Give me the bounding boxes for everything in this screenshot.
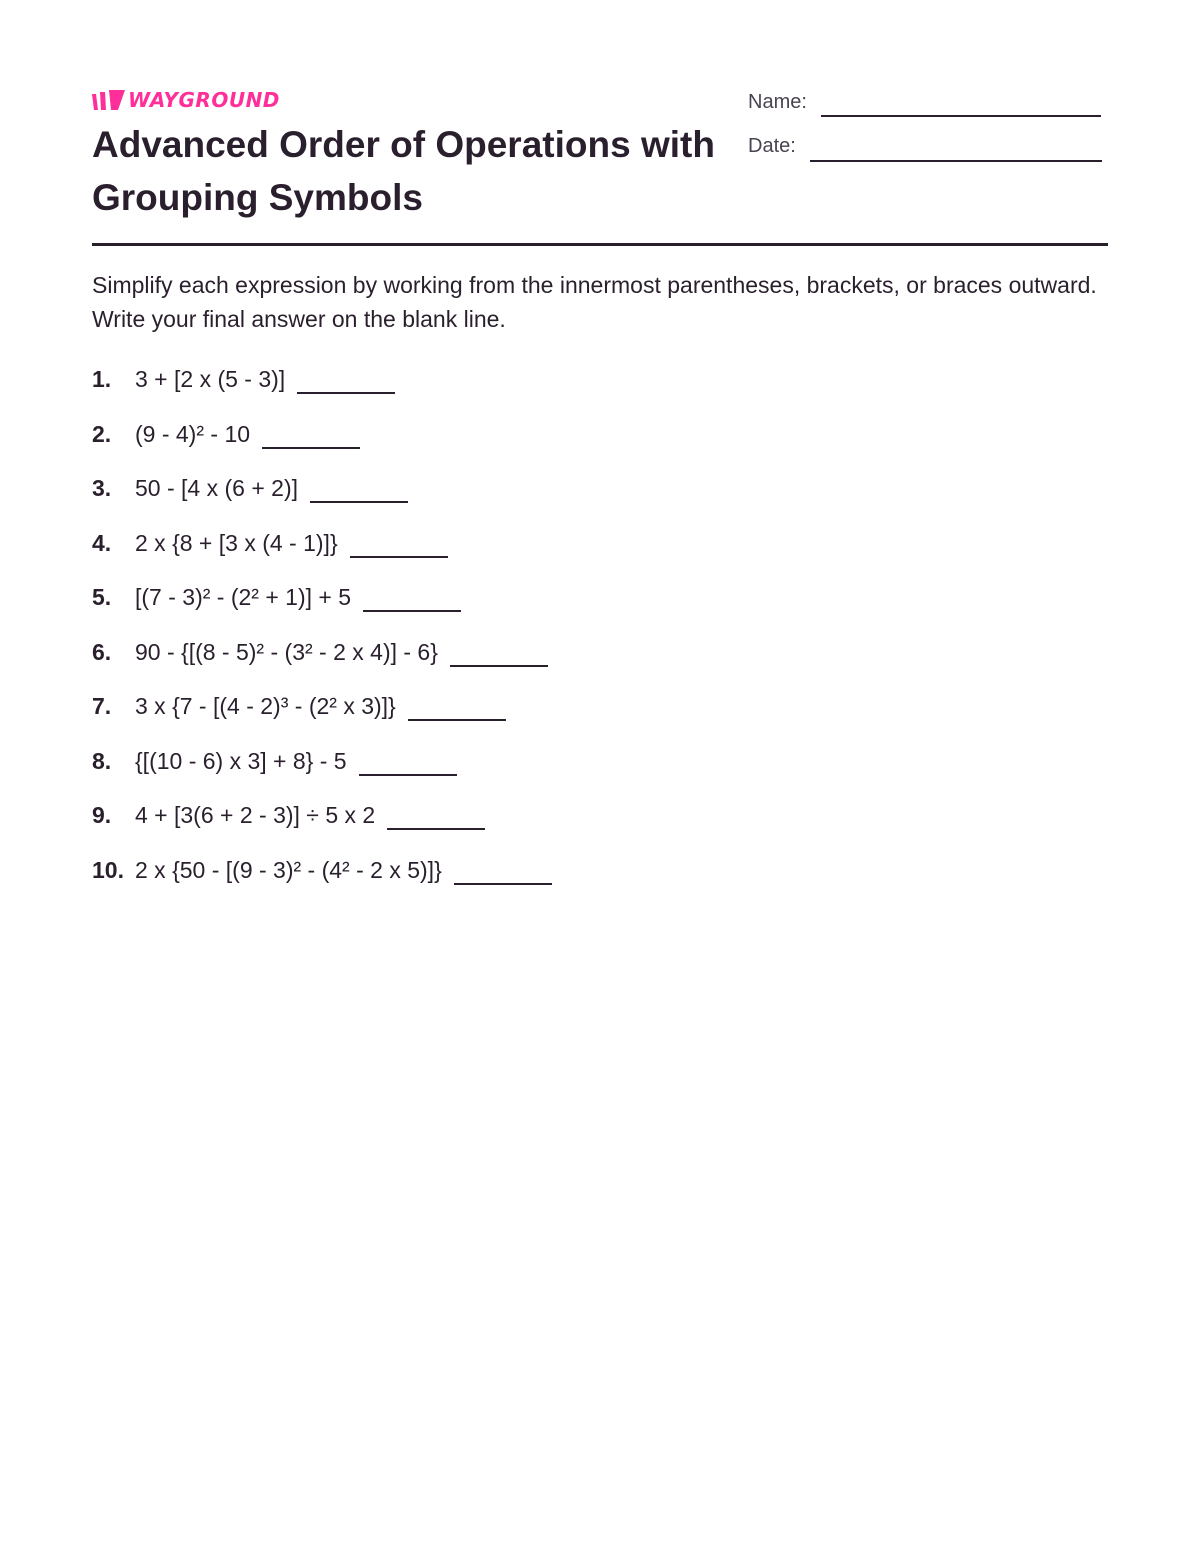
problem-number: 8. <box>92 747 112 774</box>
problem-number: 4. <box>92 529 112 556</box>
instructions: Simplify each expression by working from the innermost parentheses, brackets, or braces outward. Write your final answer on the blank line. <box>92 272 1097 332</box>
problem-expression: 3 + [2 x (5 - 3)] <box>135 366 286 392</box>
answer-blank[interactable] <box>359 744 457 776</box>
name-blank-line[interactable] <box>821 115 1101 117</box>
answer-blank[interactable] <box>310 471 408 503</box>
problem-list <box>92 362 552 907</box>
problem-item <box>92 417 552 472</box>
answer-blank[interactable] <box>454 853 552 885</box>
problem-number: 6. <box>92 638 112 665</box>
problem-number: 2. <box>92 420 112 447</box>
problem-number: 5. <box>92 584 112 610</box>
problem-number: 3. <box>92 475 112 501</box>
problem-expression: 50 - [4 x (6 + 2)] <box>135 475 298 501</box>
answer-blank[interactable] <box>297 362 395 394</box>
problem-item <box>92 580 552 635</box>
problem-item <box>92 689 552 744</box>
problem-number: 9. <box>92 802 112 828</box>
date-field <box>748 134 1102 158</box>
answer-blank[interactable] <box>350 526 448 558</box>
answer-blank[interactable] <box>450 635 548 667</box>
problem-expression: 4 + [3(6 + 2 - 3)] ÷ 5 x 2 <box>135 802 376 828</box>
problem-item <box>92 471 552 526</box>
brand-name: WAYGROUND <box>128 88 280 112</box>
problem-expression: 2 x {8 + [3 x (4 - 1)]} <box>135 529 338 556</box>
problem-number: 10. <box>92 856 124 883</box>
answer-blank[interactable] <box>262 417 360 449</box>
problem-expression: (9 - 4)² - 10 <box>135 420 251 447</box>
problem-item <box>92 853 552 908</box>
name-field <box>748 90 1101 114</box>
problem-number: 1. <box>92 366 112 392</box>
problem-expression: [(7 - 3)² - (2² + 1)] + 5 <box>135 584 351 610</box>
problem-expression: 3 x {7 - [(4 - 2)³ - (2² x 3)]} <box>135 693 396 719</box>
wayground-logo-icon <box>92 88 126 112</box>
problem-expression: 90 - {[(8 - 5)² - (3² - 2 x 4)] - 6} <box>135 638 438 665</box>
problem-expression: {[(10 - 6) x 3] + 8} - 5 <box>135 747 347 774</box>
answer-blank[interactable] <box>363 580 461 612</box>
problem-item <box>92 744 552 799</box>
problem-item <box>92 798 552 853</box>
answer-blank[interactable] <box>387 798 485 830</box>
answer-blank[interactable] <box>408 689 506 721</box>
page-title: Advanced Order of Operations with Grouping Symbols <box>92 124 715 218</box>
date-label: Date: <box>748 135 796 157</box>
header-divider <box>92 243 1108 246</box>
name-label: Name: <box>748 91 807 113</box>
date-blank-line[interactable] <box>810 160 1102 162</box>
problem-item <box>92 526 552 581</box>
problem-expression: 2 x {50 - [(9 - 3)² - (4² - 2 x 5)]} <box>135 856 442 883</box>
brand-logo <box>92 86 280 114</box>
problem-number: 7. <box>92 693 112 719</box>
problem-item <box>92 635 552 690</box>
problem-item <box>92 362 552 417</box>
